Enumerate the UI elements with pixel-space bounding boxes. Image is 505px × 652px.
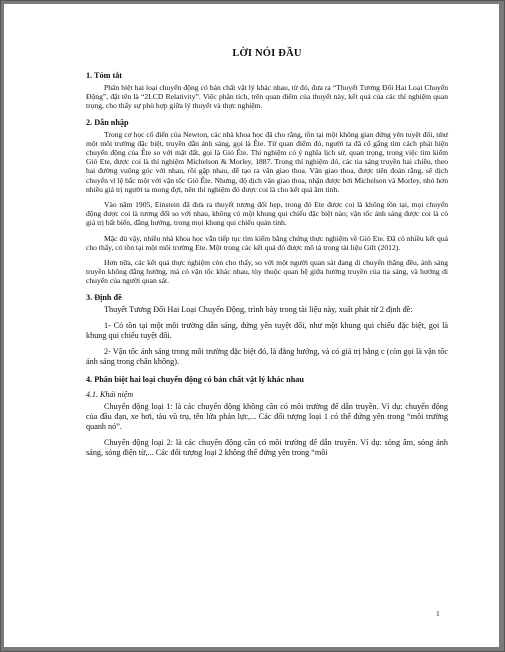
paragraph: Chuyển động loại 2: là các chuyển động cần có môi trường để dẫn truyền. Ví dụ: sóng âm, sóng ánh sáng, sóng điện từ,... Các đối tượng loại 2 không thể đứng yên trong “môi <box>86 438 448 458</box>
paragraph: Phân biệt hai loại chuyển động có bản chất vật lý khác nhau, từ đó, đưa ra “Thuyết Tương Đối Hai Loại Chuyển Động”, đặt tên là “2LCD Relativity”. Việc phân tích, trên quan điểm của thuyết này, kết quả của các thí nghiệm quan trọng, cho thấy sự phù hợp giữa lý thuyết và thực nghiệm. <box>86 83 448 111</box>
paragraph: Vào năm 1905, Einstein đã đưa ra thuyết tương đối hẹp, trong đó Ete được coi là không tồn tại, mọi chuyển động được coi là tương đối so với nhau, không có một khung qui chiếu đặc biệt nào; vận tốc ánh sáng được coi là có giá trị bất biến, đẳng hướng, trong mọi khung qui chiếu quán tính. <box>86 200 448 228</box>
document-page <box>4 4 499 647</box>
section-heading-postulates: 3. Định đề <box>86 292 122 302</box>
page-content <box>86 48 448 465</box>
section-heading-two-motions: 4. Phân biệt hai loại chuyển động có bản chất vật lý khác nhau <box>86 374 304 384</box>
paragraph: 1- Có tồn tại một môi trường dẫn sáng, đứng yên tuyệt đối, như một khung qui chiếu đặc biệt, gọi là khung qui chiếu tuyệt đối. <box>86 320 448 341</box>
page-title: LỜI NÓI ĐẦU <box>232 48 302 59</box>
section-heading-introduction: 2. Dẫn nhập <box>86 117 129 127</box>
paragraph: Mặc dù vậy, nhiều nhà khoa học vẫn tiếp tục tìm kiếm bằng chứng thực nghiệm về Gió Ete. Đã có nhiều kết quả cho thấy, có tồn tại một môi trường Ete. Một trong các kết quả đó được mô tả trong tài liệu Gift (2012). <box>86 233 448 252</box>
paragraph: Trong cơ học cổ điển của Newton, các nhà khoa học đã cho rằng, tồn tại một không gian đứng yên tuyệt đối, như một môi trường đặc biệt, truyền dẫn ánh sáng, gọi là Ête. Từ quan điểm đó, người ta đã cố gắng tìm cách phát hiện chuyển động của Ête so với mặt đất, gọi là Gió Ête. Thí nghiệm có ý nghĩa lịch sử, quan trọng, trong việc tìm kiếm Gió Ete, được coi là thí nghiệm Michelson & Morley, 1887. Trong thí nghiệm đó, các tia sáng truyền hai chiều, theo hai đường vuông góc với nhau, rồi gặp nhau, để tạo ra vân giao thoa. Vân giao thoa, được tiên đoán rằng, sẽ dịch chuyển vì lệ bắc một với vận tốc Gió Ête. Nhưng, độ dịch vân giao thoa, nhận được bởi Michelson và Morley, nhỏ hơn nhiều giá trị người ta mong đợi, nên thí nghiệm đó được coi là cho kết quả âm tính. <box>86 129 448 194</box>
section-heading-summary: 1. Tóm tắt <box>86 71 123 80</box>
page-number: 1 <box>436 609 440 618</box>
paragraph: Thuyết Tương Đối Hai Loại Chuyển Động, trình bày trong tài liệu này, xuất phát từ 2 định đề: <box>104 304 413 314</box>
subsection-heading-concept: 4.1. Khái niệm <box>86 389 134 399</box>
paragraph: Chuyển động loại 1: là các chuyển động không cần có môi trường để dẫn truyền. Ví dụ: chuyển động của đầu đạn, xe hơi, tàu vũ trụ, tên lửa phản lực,... Các đối tượng loại 1 có thể đứng yên trong “môi trường quanh nó”. <box>86 401 448 432</box>
paragraph: 2- Vận tốc ánh sáng trong môi trường đặc biệt đó, là đẳng hướng, và có giá trị bằng c (còn gọi là vận tốc ánh sáng trong chân không). <box>86 347 448 367</box>
paragraph: Hơn nữa, các kết quả thực nghiệm còn cho thấy, so với một người quan sát đang di chuyển thẳng đều, ánh sáng truyền không đẳng hướng, mà có vận tốc khác nhau, tùy thuộc quan hệ giữa hướng truyền của tia sáng, và hướng di chuyển của người quan sát. <box>86 258 448 286</box>
